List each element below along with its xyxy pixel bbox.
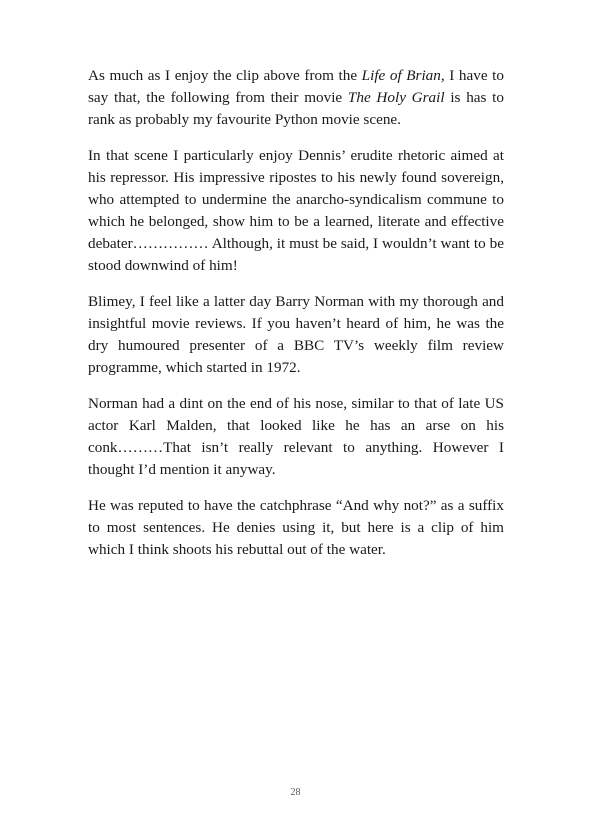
text-run: As much as I enjoy the clip above from the xyxy=(88,67,362,84)
text-run: I have to say that, the following from their movie xyxy=(88,67,504,106)
text-run: is has to rank as probably my favourite Python movie scene. xyxy=(88,89,504,128)
paragraph xyxy=(88,393,504,481)
movie-title-holy-grail: The Holy Grail xyxy=(347,89,445,106)
paragraph xyxy=(88,291,504,379)
body-text xyxy=(88,65,504,575)
text-run: Norman had a dint on the end of his nose, similar to that of late US actor Karl Malden, that looked like he has an arse on his conk………That isn’t really relevant to anything. However I thought I’d mention it anyway. xyxy=(88,395,504,478)
paragraph xyxy=(88,65,504,131)
paragraph xyxy=(88,145,504,277)
text-run: He was reputed to have the catchphrase “And why not?” as a suffix to most sentences. He denies using it, but here is a clip of him which I think shoots his rebuttal out of the water. xyxy=(88,497,504,558)
movie-title-life-of-brian: Life of Brian, xyxy=(361,67,445,84)
page-number: 28 xyxy=(290,787,301,798)
paragraph xyxy=(88,495,504,561)
text-run: Blimey, I feel like a latter day Barry Norman with my thorough and insightful movie reviews. If you haven’t heard of him, he was the dry humoured presenter of a BBC TV’s weekly film review programme, which started in 1972. xyxy=(88,293,504,376)
text-run: In that scene I particularly enjoy Dennis’ erudite rhetoric aimed at his repressor. His impressive ripostes to his newly found sovereign, who attempted to undermine the anarcho-syndicalism commune to which he belonged, show him to be a learned, literate and effective debater…………… Although, it must be said, I wouldn’t want to be stood downwind of him! xyxy=(88,147,504,274)
